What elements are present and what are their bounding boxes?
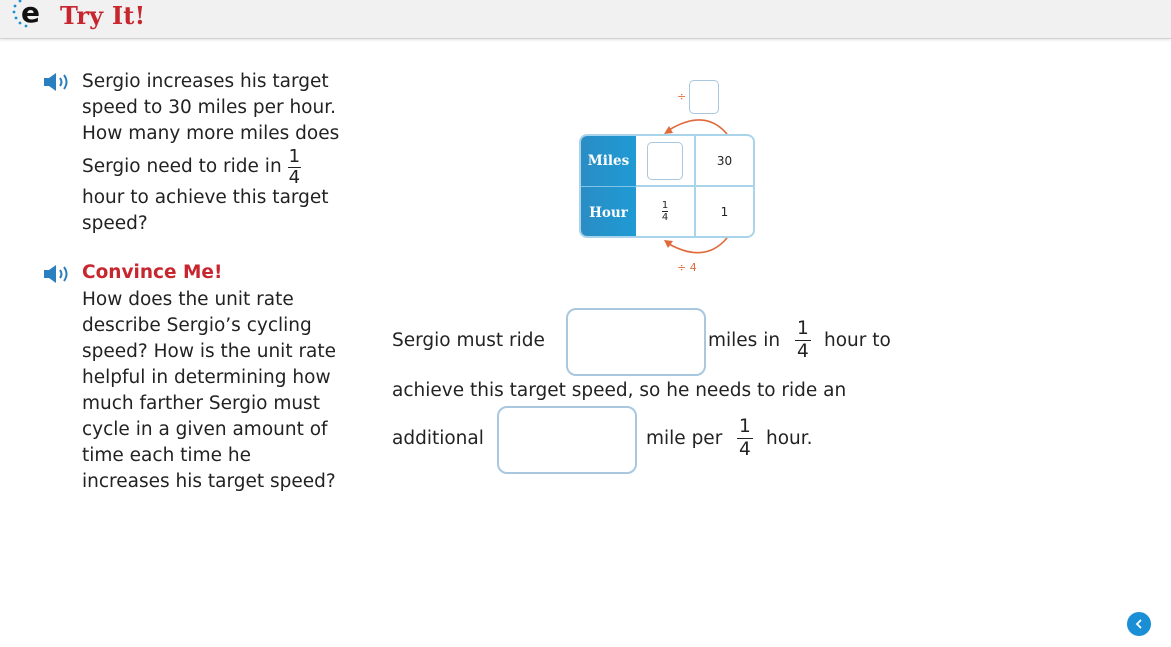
bottom-operator: ÷ 4: [677, 261, 697, 274]
miles-left-input[interactable]: [647, 142, 683, 180]
envision-logo: [12, 0, 46, 32]
svg-text:e: e: [21, 0, 40, 29]
miles-answer-input[interactable]: [566, 308, 706, 376]
answer-text-4: achieve this target speed, so he needs to ride an: [392, 380, 847, 401]
hour-left-cell: [636, 187, 696, 236]
top-bar: [0, 0, 1171, 39]
speaker-icon[interactable]: [43, 72, 73, 92]
fraction-one-fourth: $\frac{1}{4}$: [288, 145, 301, 188]
miles-left-cell: [636, 136, 696, 187]
answer-text-6: mile per: [646, 428, 723, 449]
miles-right-cell: 30: [696, 136, 753, 187]
back-chevron-icon: [1133, 618, 1145, 630]
ratio-table: [579, 134, 755, 238]
top-operator-input[interactable]: [689, 80, 719, 114]
hour-right-cell: 1: [720, 204, 729, 219]
answer-text-1: Sergio must ride: [392, 330, 545, 351]
additional-mile-input[interactable]: [497, 406, 637, 474]
fraction-one-fourth: 1 4: [739, 416, 751, 460]
bottom-arrow-icon: [655, 236, 735, 258]
speaker-icon[interactable]: [43, 264, 73, 284]
answer-text-2: miles in: [708, 330, 781, 351]
fraction-one-fourth: $\frac{1}{4}$: [661, 200, 669, 223]
answer-text-3: hour to: [824, 330, 891, 351]
row-label-miles: Miles: [581, 136, 636, 187]
question-text: Sergio increases his target speed to 30 miles per hour. How many more miles does Sergio need to ride in $\frac{1}{4}$ hour to achieve this target speed?: [82, 71, 340, 234]
row-label-hour: Hour: [581, 187, 636, 238]
fraction-one-fourth: 1 4: [797, 318, 809, 362]
answer-text-7: hour.: [766, 428, 813, 449]
top-operator: ÷: [677, 90, 687, 103]
answer-text-5: additional: [392, 428, 484, 449]
convince-me-heading: Convince Me!: [82, 262, 223, 283]
convince-me-text: How does the unit rate describe Sergio’s cycling speed? How is the unit rate helpful in determining how much farther Sergio must cycle in a given amount of time each time he increases his target speed?: [82, 289, 337, 492]
page-title: Try It!: [60, 1, 146, 30]
collapse-panel-button[interactable]: [1127, 612, 1151, 636]
